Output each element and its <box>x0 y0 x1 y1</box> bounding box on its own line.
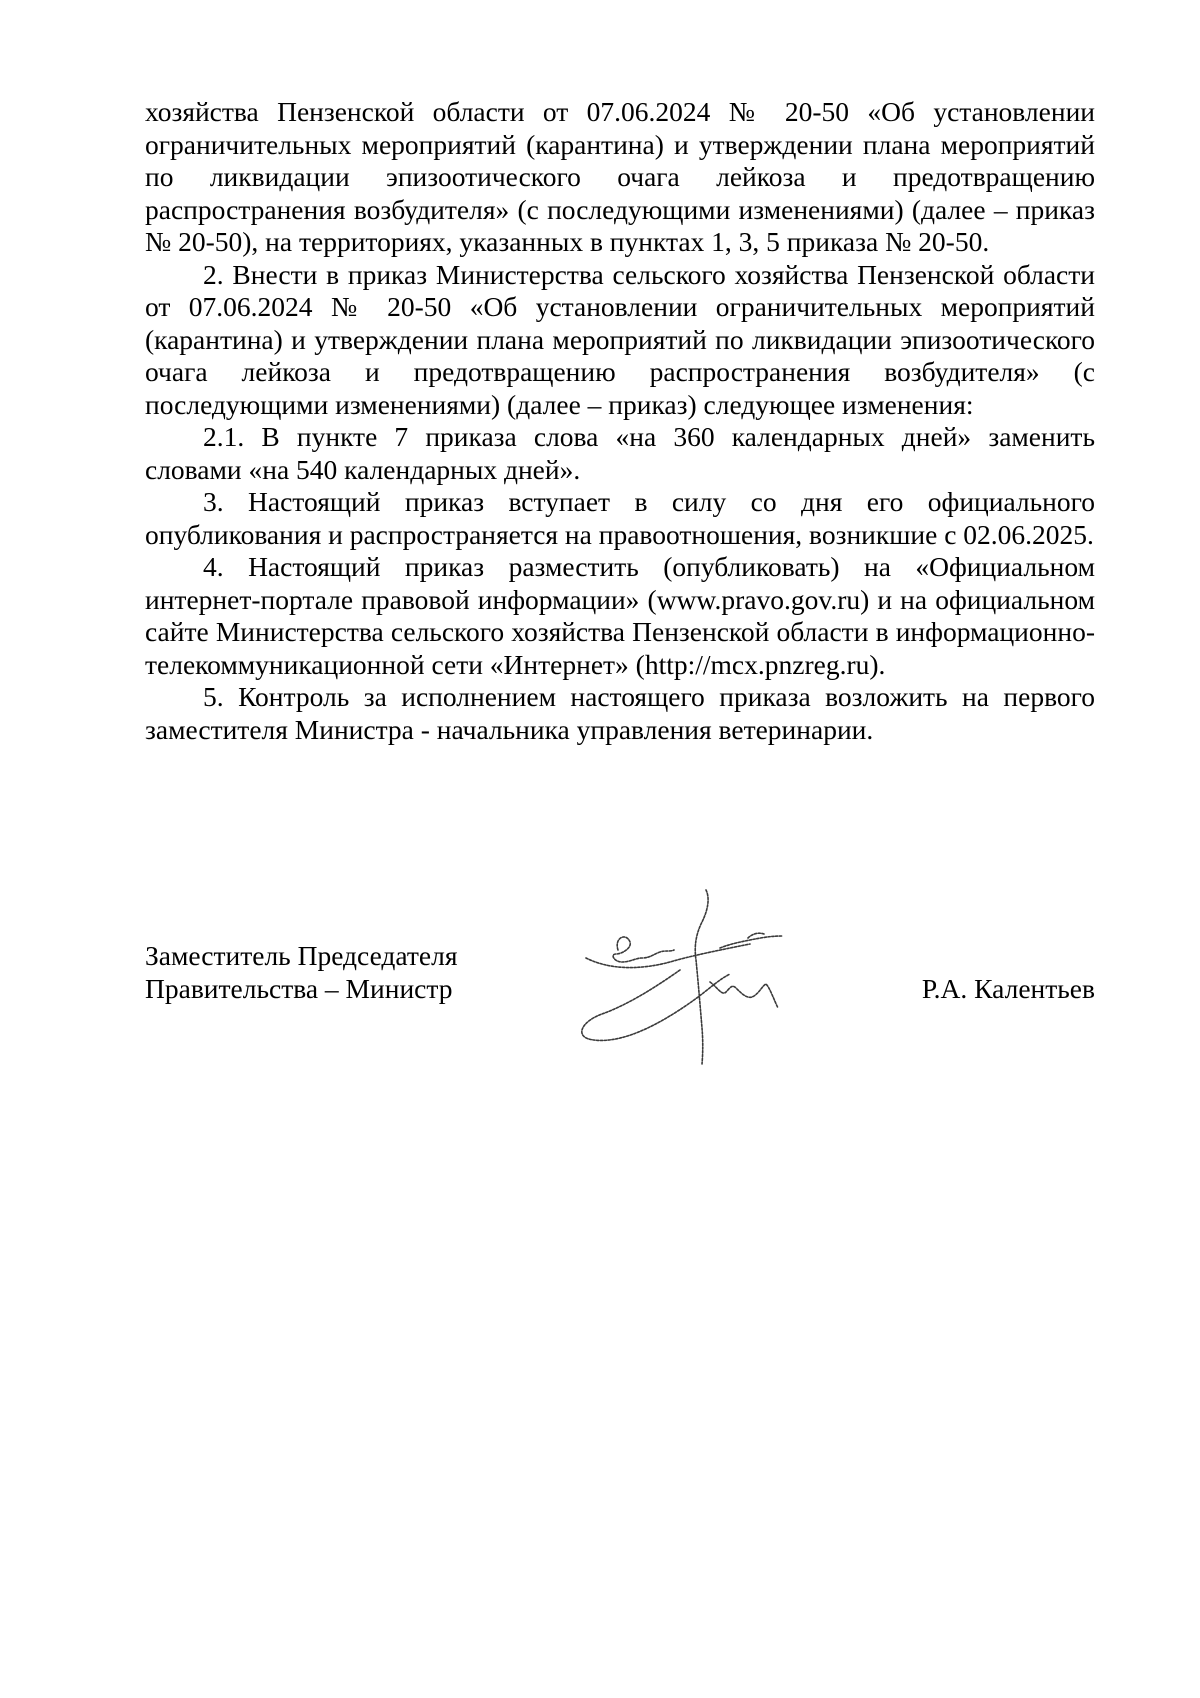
document-body <box>145 96 1095 746</box>
signer-position-line-1: Заместитель Председателя <box>145 940 458 971</box>
paragraph-item-5: 5. Контроль за исполнением настоящего приказа возложить на первого заместителя Министра - начальника управления ветеринарии. <box>145 681 1095 745</box>
paragraph-item-4: 4. Настоящий приказ разместить (опубликовать) на «Официальном интернет-портале правовой информации» (www.pravo.gov.ru) и на официальном сайте Министерства сельского хозяйства Пензенской области в информационно-телекоммуникационной сети «Интернет» (http://mcx.pnzreg.ru). <box>145 551 1095 680</box>
signer-position <box>145 940 525 1005</box>
signer-name: Р.А. Калентьев <box>921 973 1095 1004</box>
handwritten-signature-image <box>570 888 820 1068</box>
paragraph-continuation: хозяйства Пензенской области от 07.06.2024 № 20-50 «Об установлении ограничительных мероприятий (карантина) и утверждении плана мероприятий по ликвидации эпизоотического очага лейкоза и предотвращению распространения возбудителя» (с последующими изменениями) (далее – приказ № 20-50), на территориях, указанных в пунктах 1, 3, 5 приказа № 20-50. <box>145 96 1095 257</box>
paragraph-item-2-1: 2.1. В пункте 7 приказа слова «на 360 календарных дней» заменить словами «на 540 календарных дней». <box>145 421 1095 485</box>
paragraph-item-2: 2. Внести в приказ Министерства сельского хозяйства Пензенской области от 07.06.2024 № 20-50 «Об установлении ограничительных мероприятий (карантина) и утверждении плана мероприятий по ликвидации эпизоотического очага лейкоза и предотвращению распространения возбудителя» (с последующими изменениями) (далее – приказ) следующее изменения: <box>145 258 1095 420</box>
signer-position-line-2: Правительства – Министр <box>145 972 453 1004</box>
paragraph-item-3: 3. Настоящий приказ вступает в силу со дня его официального опубликования и распространяется на правоотношения, возникшие с 02.06.2025. <box>145 486 1095 550</box>
